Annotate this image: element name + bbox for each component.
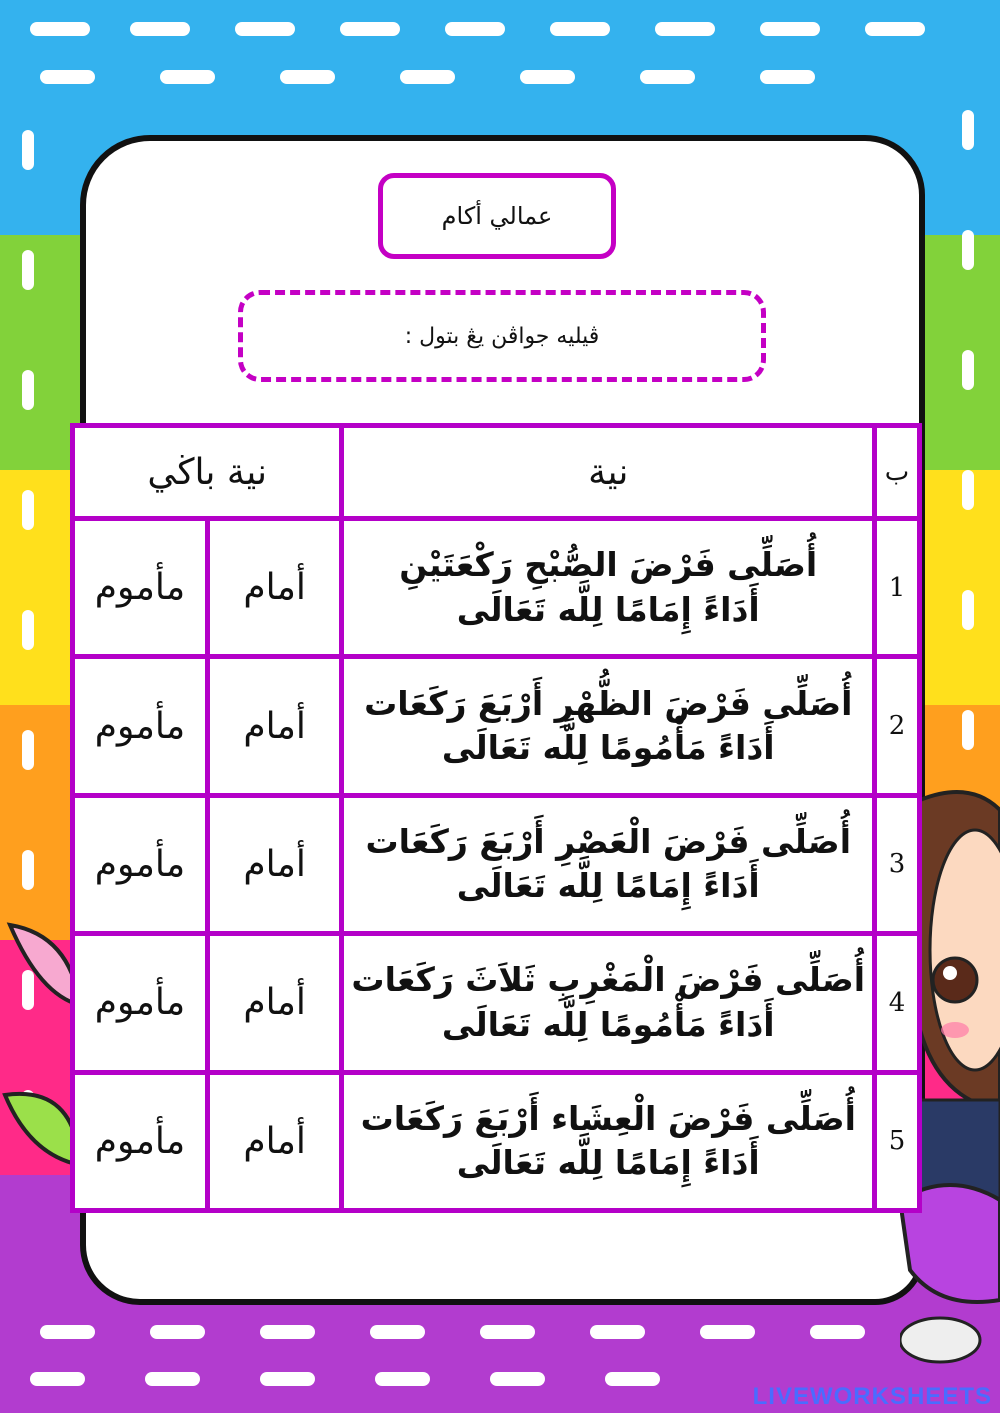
table-row (73, 795, 920, 933)
table-header-row (73, 426, 920, 519)
niyyah-line-2: أَدَاءً إِمَامًا لِلَّه تَعَالَى (456, 866, 760, 906)
page-title: عمالي أكام (441, 202, 553, 230)
niyyah-line-1: أُصَلِّى فَرْضَ الْمَغْرِبِ ثَلاَثَ رَكَعَات (351, 960, 866, 1000)
option-makmum[interactable]: مأموم (73, 657, 208, 795)
header-number: ب (875, 426, 920, 519)
niyyah-line-2: أَدَاءً إِمَامًا لِلَّه تَعَالَى (456, 589, 760, 629)
niyyah-line-2: أَدَاءً مَأْمُومًا لِلَّه تَعَالَى (441, 1004, 775, 1044)
niyyah-text (342, 1072, 875, 1210)
row-number: 2 (875, 657, 920, 795)
table-row (73, 934, 920, 1072)
option-imam[interactable]: أمام (207, 795, 342, 933)
niyyah-text (342, 934, 875, 1072)
option-makmum[interactable]: مأموم (73, 1072, 208, 1210)
niyyah-line-1: أُصَلِّى فَرْضَ الصُّبْحِ رَكْعَتَيْنِ (399, 545, 818, 585)
instruction-text: ڤيليه جواڤن يڠ بتول : (404, 323, 600, 349)
niyyah-line-2: أَدَاءً إِمَامًا لِلَّه تَعَالَى (456, 1143, 760, 1183)
table-row (73, 519, 920, 657)
option-imam[interactable]: أمام (207, 934, 342, 1072)
niyyah-text (342, 519, 875, 657)
row-number: 5 (875, 1072, 920, 1210)
header-niyyah: نية (342, 426, 875, 519)
option-makmum[interactable]: مأموم (73, 519, 208, 657)
row-number: 1 (875, 519, 920, 657)
instruction-box (238, 290, 766, 382)
niyyah-line-1: أُصَلِّى فَرْضَ الظُّهْرِ أَرْبَعَ رَكَعَات (364, 683, 853, 723)
liveworksheets-logo (753, 1383, 992, 1411)
option-imam[interactable]: أمام (207, 1072, 342, 1210)
option-makmum[interactable]: مأموم (73, 934, 208, 1072)
niyyah-table (70, 423, 922, 1213)
footer-brand: LIVEWORKSHEETS (752, 1383, 992, 1410)
header-choice: نية باڬي (73, 426, 342, 519)
row-number: 4 (875, 934, 920, 1072)
niyyah-line-1: أُصَلِّى فَرْضَ الْعَصْرِ أَرْبَعَ رَكَعَات (365, 821, 852, 861)
table-row (73, 657, 920, 795)
option-imam[interactable]: أمام (207, 657, 342, 795)
row-number: 3 (875, 795, 920, 933)
niyyah-line-2: أَدَاءً مَأْمُومًا لِلَّه تَعَالَى (441, 728, 775, 768)
option-makmum[interactable]: مأموم (73, 795, 208, 933)
option-imam[interactable]: أمام (207, 519, 342, 657)
niyyah-line-1: أُصَلِّى فَرْضَ الْعِشَاء أَرْبَعَ رَكَعَات (360, 1098, 856, 1138)
niyyah-text (342, 657, 875, 795)
title-box (378, 173, 616, 259)
niyyah-text (342, 795, 875, 933)
table-row (73, 1072, 920, 1210)
